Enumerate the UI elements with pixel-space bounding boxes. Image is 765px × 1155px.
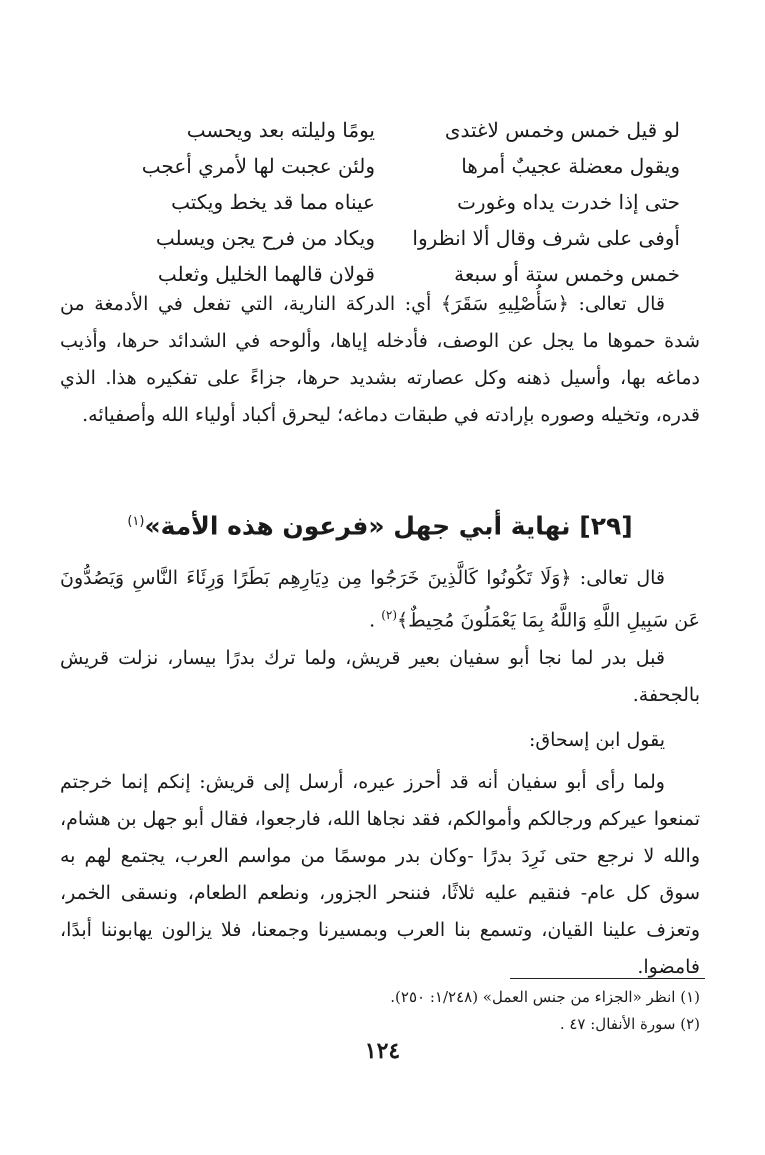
poem-first-hemistich: خمس وخمس ستة أو سبعة <box>454 262 680 286</box>
page-number: ١٢٤ <box>364 1038 401 1064</box>
narration-paragraph <box>60 764 700 986</box>
section-heading <box>60 502 700 546</box>
badr-paragraph <box>60 640 700 714</box>
commentary-text: قال تعالى: ﴿سَأُصْلِيهِ سَقَرَ﴾ أي: الدركة النارية، التي تفعل في الأدمغة من شدة حموها ما يجل عن الوصف، فأدخله إياها، وألوحه في الشدائد حرها، وأذيب دماغه بها، وأسيل ذهنه وكل عصارته بشديد حرها، جزاءً على تفكيره هذا. الذي قدره، وتخيله وصوره بإرادته في طبقات دماغه؛ ليحرق أكباد أولياء الله وأصفيائه. <box>60 293 700 426</box>
poem-verse <box>105 184 680 220</box>
poem <box>105 112 680 292</box>
poem-verse <box>105 148 680 184</box>
ibn-ishaq-text: يقول ابن إسحاق: <box>528 729 665 751</box>
poem-second-hemistich: قولان قالهما الخليل وثعلب <box>157 262 375 286</box>
poem-first-hemistich: لو قيل خمس وخمس لاغتدى <box>444 118 680 142</box>
verse-footnote-marker: (٢) <box>381 608 398 622</box>
footnote-divider <box>510 978 705 979</box>
poem-second-hemistich: ولئن عجبت لها لأمري أعجب <box>141 154 375 178</box>
poem-verse <box>105 220 680 256</box>
ibn-ishaq-paragraph <box>60 722 700 759</box>
poem-second-hemistich: يومًا وليلته بعد ويحسب <box>186 118 375 142</box>
narration-text: ولما رأى أبو سفيان أنه قد أحرز عيره، أرسل إلى قريش: إنكم إنما خرجتم تمنعوا عيركم ورجالكم وأموالكم، فقد نجاها الله، فارجعوا، فقال أبو جهل بن هشام، والله لا نرجع حتى نَرِدَ بدرًا -وكان بدر موسمًا من مواسم العرب، يجتمع لهم به سوق كل عام- فنقيم عليه ثلاثًا، فننحر الجزور، ونطعم الطعام، ونسقى الخمر، وتعزف علينا القيان، وتسمع بنا العرب وبمسيرنا وجمعنا، فلا يزالون يهابوننا أبدًا، فامضوا. <box>60 771 700 978</box>
footnotes <box>60 984 700 1038</box>
badr-text: قبل بدر لما نجا أبو سفيان بعير قريش، ولما ترك بدرًا بيسار، نزلت قريش بالجحفة. <box>60 647 700 706</box>
verse-text: قال تعالى: ﴿وَلَا تَكُونُوا كَالَّذِينَ خَرَجُوا مِن دِيَارِهِم بَطَرًا وَرِئَاءَ النَّاسِ وَيَصُدُّونَ عَن سَبِيلِ اللَّهِ وَاللَّهُ بِمَا يَعْمَلُونَ مُحِيطٌ﴾ <box>60 567 700 632</box>
poem-verse <box>105 112 680 148</box>
poem-first-hemistich: حتى إذا خدرت يداه وغورت <box>457 190 680 214</box>
commentary-paragraph <box>60 286 700 434</box>
verse-line <box>60 560 700 639</box>
poem-second-hemistich: ويكاد من فرح يجن ويسلب <box>155 226 375 250</box>
verse-paragraph <box>60 560 700 639</box>
section-footnote-marker: (١) <box>127 514 145 529</box>
footnote-1: (١) انظر «الجزاء من جنس العمل» (١/٢٤٨: ٢٥٠). <box>390 988 700 1006</box>
section-title-text: [٢٩] نهاية أبي جهل «فرعون هذه الأمة» <box>144 511 633 541</box>
verse-end-mark: . <box>369 609 376 632</box>
poem-first-hemistich: ويقول معضلة عجيبٌ أمرها <box>461 154 680 178</box>
poem-first-hemistich: أوفى على شرف وقال ألا انظروا <box>412 226 680 250</box>
footnote-2: (٢) سورة الأنفال: ٤٧ . <box>559 1015 700 1033</box>
poem-second-hemistich: عيناه مما قد يخط ويكتب <box>171 190 375 214</box>
